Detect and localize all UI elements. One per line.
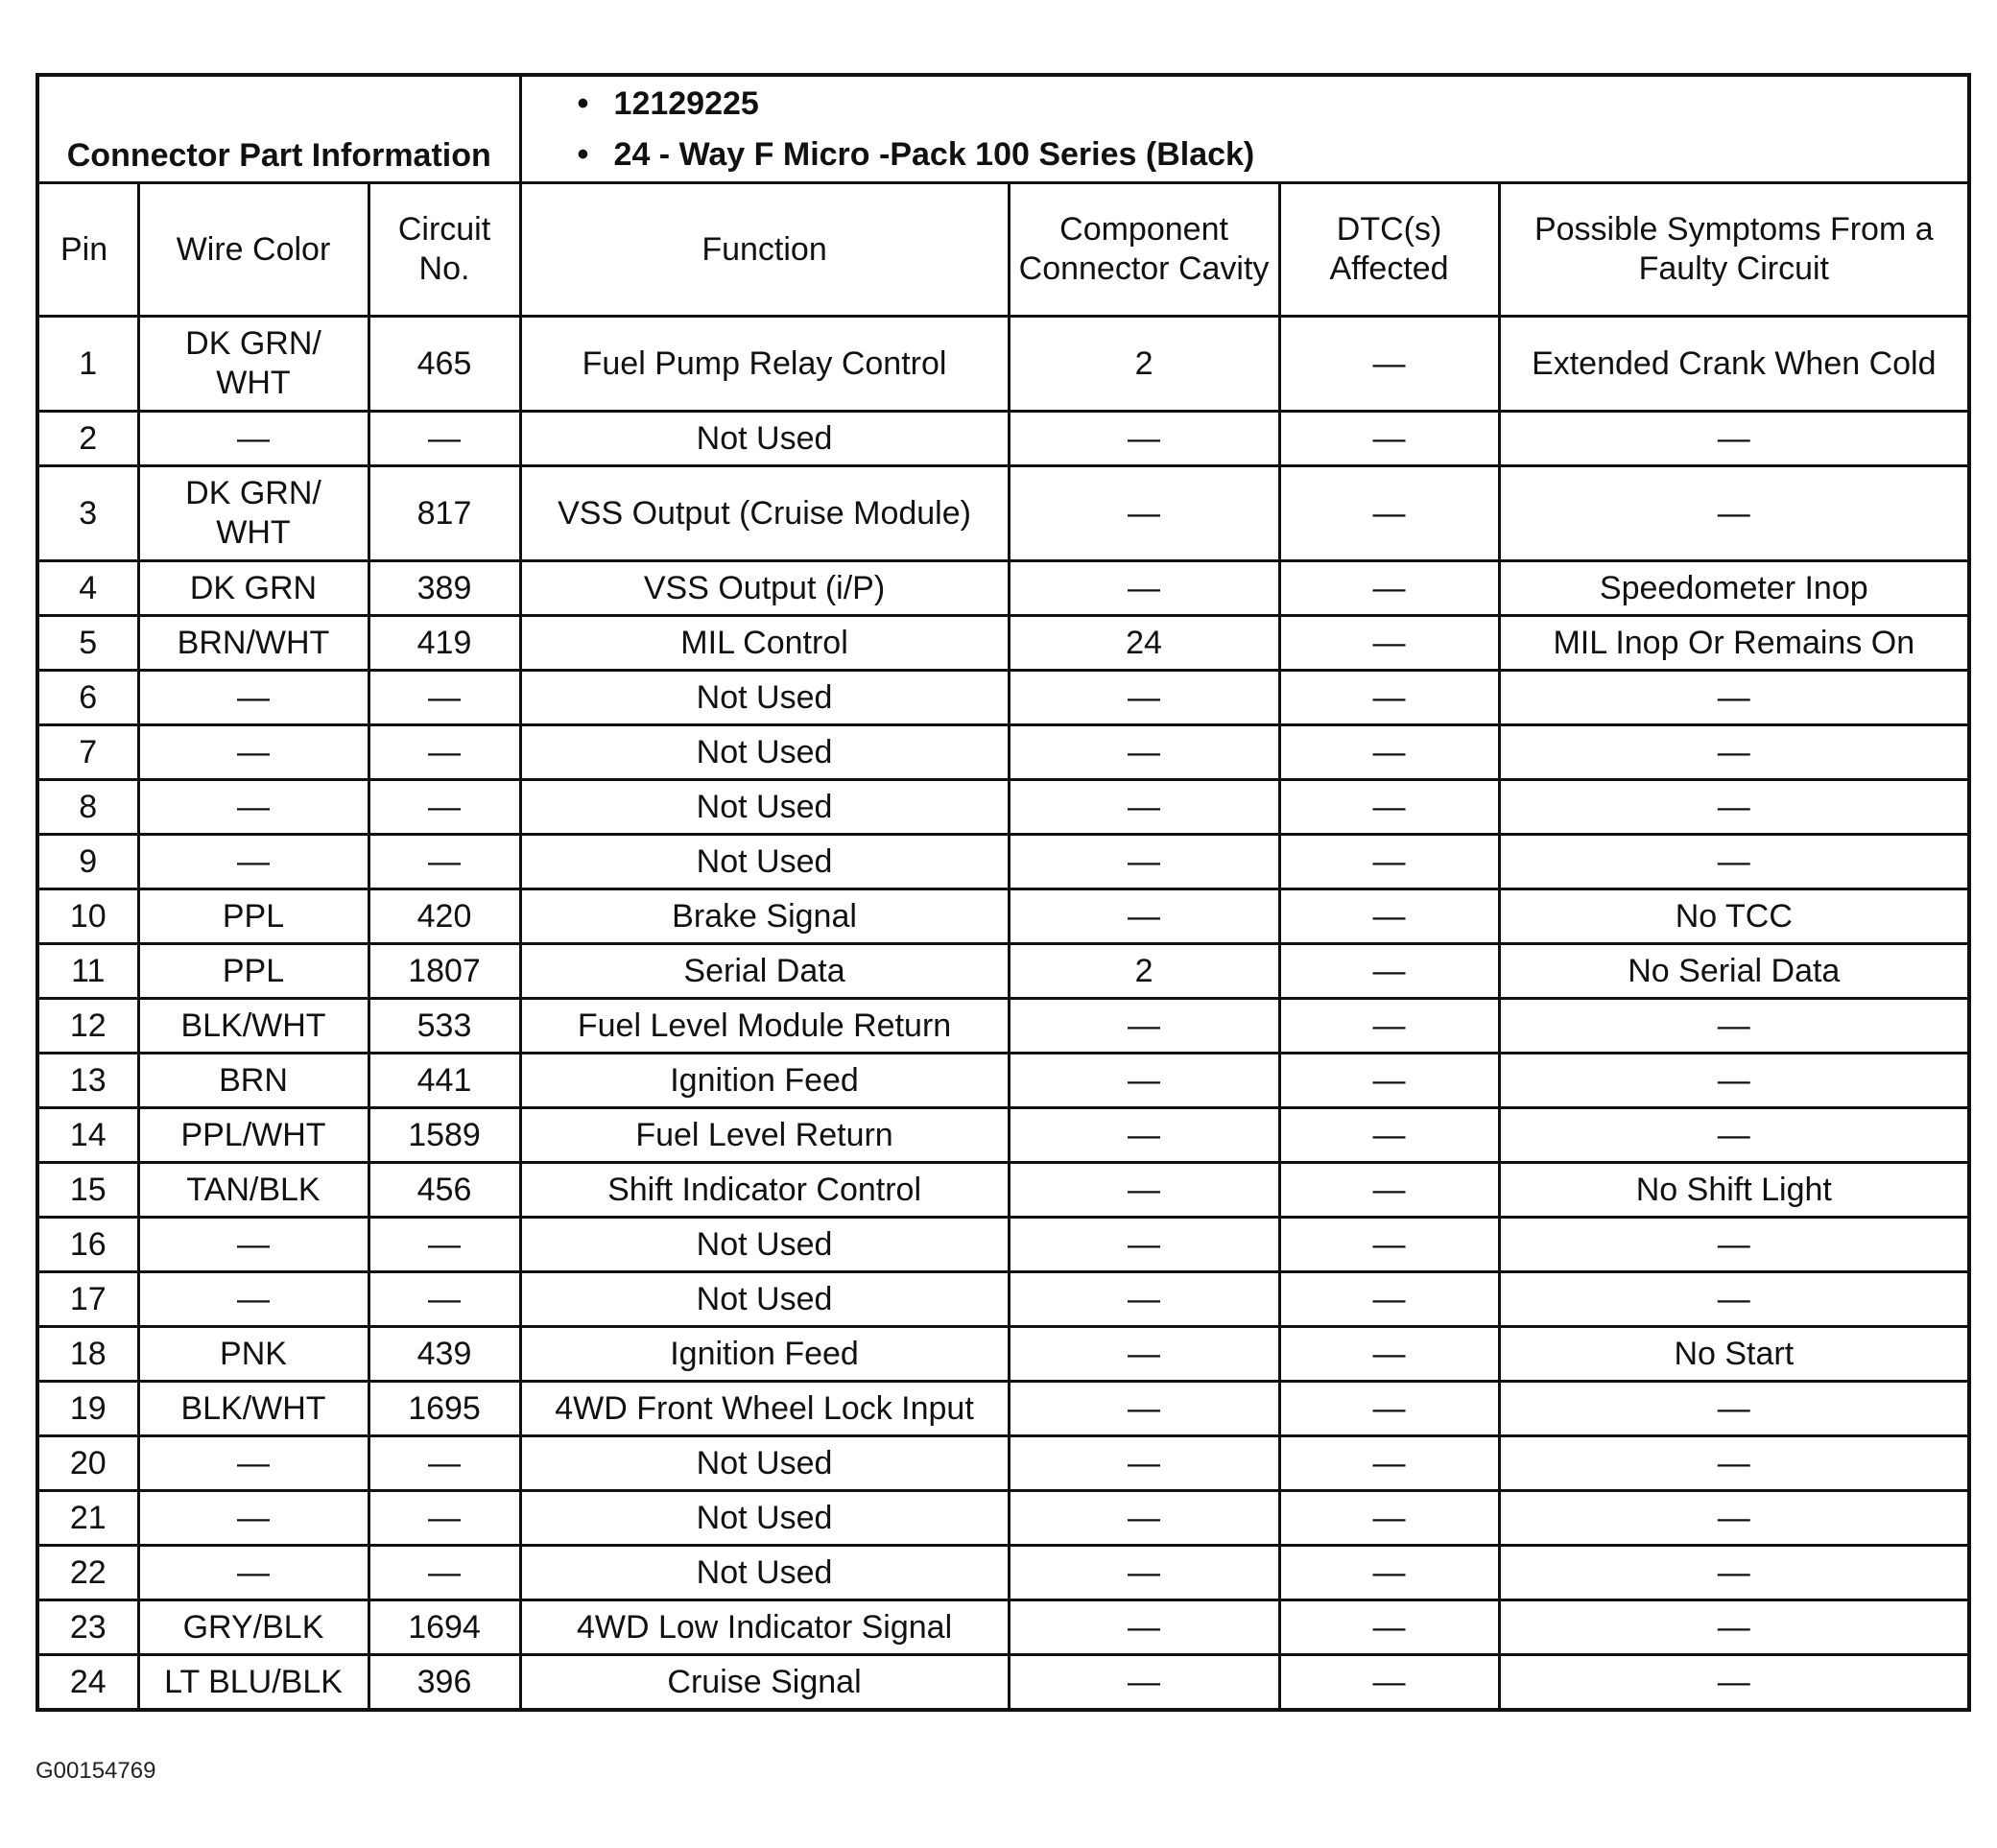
cavity-cell: 2 — [1009, 317, 1279, 412]
function-cell: Not Used — [520, 671, 1009, 725]
pin-cell: 1 — [37, 317, 138, 412]
wire-color-cell: DK GRN/ WHT — [138, 466, 368, 561]
cavity-cell: — — [1009, 1108, 1279, 1163]
table-row — [37, 999, 1969, 1054]
wire-color-cell: DK GRN/ WHT — [138, 317, 368, 412]
dtc-cell: — — [1279, 616, 1499, 671]
cavity-cell: — — [1009, 999, 1279, 1054]
symptom-cell: — — [1499, 1655, 1969, 1711]
function-cell: VSS Output (Cruise Module) — [520, 466, 1009, 561]
symptom-cell: No TCC — [1499, 889, 1969, 944]
bullet-icon: • — [577, 84, 589, 122]
pin-cell: 23 — [37, 1600, 138, 1655]
connector-info-label: Connector Part Information — [37, 75, 520, 183]
table-row — [37, 466, 1969, 561]
pin-cell: 22 — [37, 1546, 138, 1600]
pin-cell: 20 — [37, 1436, 138, 1491]
dtc-cell: — — [1279, 1600, 1499, 1655]
circuit-cell: 817 — [368, 466, 520, 561]
cavity-cell: — — [1009, 1600, 1279, 1655]
cavity-cell: — — [1009, 466, 1279, 561]
table-row — [37, 944, 1969, 999]
wire-color-cell: LT BLU/BLK — [138, 1655, 368, 1711]
image-id-label: G00154769 — [36, 1758, 156, 1784]
wire-color-cell: DK GRN — [138, 561, 368, 616]
function-cell: 4WD Front Wheel Lock Input — [520, 1382, 1009, 1436]
function-cell: VSS Output (i/P) — [520, 561, 1009, 616]
dtc-cell: — — [1279, 1163, 1499, 1218]
bullet-connector-type — [578, 130, 1962, 180]
cavity-cell: — — [1009, 1546, 1279, 1600]
connector-document — [36, 73, 1967, 1712]
dtc-cell: — — [1279, 317, 1499, 412]
function-cell: Not Used — [520, 1436, 1009, 1491]
dtc-cell: — — [1279, 1054, 1499, 1108]
table-row — [37, 1436, 1969, 1491]
table-row — [37, 1382, 1969, 1436]
wire-color-cell: PPL/WHT — [138, 1108, 368, 1163]
circuit-cell: — — [368, 1491, 520, 1546]
function-cell: Serial Data — [520, 944, 1009, 999]
symptom-cell: — — [1499, 1218, 1969, 1272]
header-wire-color: Wire Color — [138, 183, 368, 317]
circuit-cell: 1694 — [368, 1600, 520, 1655]
table-row — [37, 780, 1969, 835]
wire-color-cell: TAN/BLK — [138, 1163, 368, 1218]
function-cell: Not Used — [520, 780, 1009, 835]
function-cell: Fuel Level Module Return — [520, 999, 1009, 1054]
wire-color-cell: — — [138, 1491, 368, 1546]
cavity-cell: — — [1009, 725, 1279, 780]
function-cell: Not Used — [520, 835, 1009, 889]
circuit-cell: 1807 — [368, 944, 520, 999]
pin-cell: 21 — [37, 1491, 138, 1546]
function-cell: Cruise Signal — [520, 1655, 1009, 1711]
cavity-cell: — — [1009, 561, 1279, 616]
cavity-cell: — — [1009, 1054, 1279, 1108]
symptom-cell: — — [1499, 466, 1969, 561]
circuit-cell: 456 — [368, 1163, 520, 1218]
function-cell: 4WD Low Indicator Signal — [520, 1600, 1009, 1655]
dtc-cell: — — [1279, 561, 1499, 616]
table-row — [37, 1054, 1969, 1108]
pin-cell: 7 — [37, 725, 138, 780]
function-cell: Fuel Level Return — [520, 1108, 1009, 1163]
symptom-cell: MIL Inop Or Remains On — [1499, 616, 1969, 671]
function-cell: Not Used — [520, 1546, 1009, 1600]
circuit-cell: — — [368, 835, 520, 889]
dtc-cell: — — [1279, 671, 1499, 725]
wire-color-cell: PNK — [138, 1327, 368, 1382]
wire-color-cell: PPL — [138, 889, 368, 944]
cavity-cell: — — [1009, 780, 1279, 835]
header-circuit-no: Circuit No. — [368, 183, 520, 317]
dtc-cell: — — [1279, 944, 1499, 999]
dtc-cell: — — [1279, 780, 1499, 835]
dtc-cell: — — [1279, 1436, 1499, 1491]
connector-info-row — [37, 75, 1969, 183]
cavity-cell: 2 — [1009, 944, 1279, 999]
pin-cell: 9 — [37, 835, 138, 889]
function-cell: Ignition Feed — [520, 1054, 1009, 1108]
dtc-cell: — — [1279, 1491, 1499, 1546]
cavity-cell: — — [1009, 889, 1279, 944]
circuit-cell: 1589 — [368, 1108, 520, 1163]
dtc-cell: — — [1279, 412, 1499, 466]
symptom-cell: — — [1499, 835, 1969, 889]
wire-color-cell: — — [138, 725, 368, 780]
circuit-cell: — — [368, 780, 520, 835]
symptom-cell: — — [1499, 1272, 1969, 1327]
dtc-cell: — — [1279, 999, 1499, 1054]
wire-color-cell: — — [138, 835, 368, 889]
symptom-cell: — — [1499, 725, 1969, 780]
symptom-cell: Extended Crank When Cold — [1499, 317, 1969, 412]
symptom-cell: Speedometer Inop — [1499, 561, 1969, 616]
table-row — [37, 835, 1969, 889]
dtc-cell: — — [1279, 1218, 1499, 1272]
pin-cell: 8 — [37, 780, 138, 835]
table-row — [37, 725, 1969, 780]
symptom-cell: — — [1499, 1491, 1969, 1546]
wire-color-cell: — — [138, 1436, 368, 1491]
circuit-cell: 441 — [368, 1054, 520, 1108]
function-cell: Shift Indicator Control — [520, 1163, 1009, 1218]
dtc-cell: — — [1279, 1272, 1499, 1327]
wire-color-cell: GRY/BLK — [138, 1600, 368, 1655]
function-cell: Not Used — [520, 1491, 1009, 1546]
table-row — [37, 671, 1969, 725]
symptom-cell: No Shift Light — [1499, 1163, 1969, 1218]
cavity-cell: — — [1009, 1327, 1279, 1382]
symptom-cell: No Start — [1499, 1327, 1969, 1382]
bullet-part-number — [578, 79, 1962, 130]
pin-cell: 13 — [37, 1054, 138, 1108]
dtc-cell: — — [1279, 725, 1499, 780]
function-cell: Fuel Pump Relay Control — [520, 317, 1009, 412]
dtc-cell: — — [1279, 466, 1499, 561]
table-row — [37, 1218, 1969, 1272]
table-row — [37, 1272, 1969, 1327]
table-body — [37, 75, 1969, 1710]
function-cell: Not Used — [520, 412, 1009, 466]
table-row — [37, 1108, 1969, 1163]
wire-color-cell: BLK/WHT — [138, 999, 368, 1054]
wire-color-cell: — — [138, 1218, 368, 1272]
table-row — [37, 1327, 1969, 1382]
function-cell: Ignition Feed — [520, 1327, 1009, 1382]
header-symptoms: Possible Symptoms From a Faulty Circuit — [1499, 183, 1969, 317]
cavity-cell: — — [1009, 1382, 1279, 1436]
symptom-cell: No Serial Data — [1499, 944, 1969, 999]
circuit-cell: 1695 — [368, 1382, 520, 1436]
function-cell: Not Used — [520, 1218, 1009, 1272]
circuit-cell: 419 — [368, 616, 520, 671]
symptom-cell: — — [1499, 1546, 1969, 1600]
pin-cell: 19 — [37, 1382, 138, 1436]
wire-color-cell: BLK/WHT — [138, 1382, 368, 1436]
circuit-cell: 396 — [368, 1655, 520, 1711]
wire-color-cell: — — [138, 1546, 368, 1600]
pin-cell: 5 — [37, 616, 138, 671]
circuit-cell: 420 — [368, 889, 520, 944]
circuit-cell: — — [368, 1436, 520, 1491]
pin-cell: 18 — [37, 1327, 138, 1382]
header-dtc: DTC(s) Affected — [1279, 183, 1499, 317]
table-row — [37, 889, 1969, 944]
symptom-cell: — — [1499, 1382, 1969, 1436]
pin-cell: 16 — [37, 1218, 138, 1272]
header-cavity: Component Connector Cavity — [1009, 183, 1279, 317]
dtc-cell: — — [1279, 1108, 1499, 1163]
table-row — [37, 561, 1969, 616]
pin-cell: 15 — [37, 1163, 138, 1218]
wire-color-cell: PPL — [138, 944, 368, 999]
cavity-cell: — — [1009, 1655, 1279, 1711]
symptom-cell: — — [1499, 1600, 1969, 1655]
cavity-cell: — — [1009, 671, 1279, 725]
dtc-cell: — — [1279, 1382, 1499, 1436]
circuit-cell: — — [368, 1272, 520, 1327]
cavity-cell: — — [1009, 835, 1279, 889]
circuit-cell: — — [368, 1546, 520, 1600]
circuit-cell: — — [368, 1218, 520, 1272]
cavity-cell: — — [1009, 1272, 1279, 1327]
table-row — [37, 616, 1969, 671]
connector-info-bullets — [520, 75, 1969, 183]
cavity-cell: — — [1009, 1436, 1279, 1491]
dtc-cell: — — [1279, 835, 1499, 889]
table-row — [37, 1491, 1969, 1546]
header-function: Function — [520, 183, 1009, 317]
table-row — [37, 1546, 1969, 1600]
wire-color-cell: — — [138, 1272, 368, 1327]
cavity-cell: — — [1009, 1491, 1279, 1546]
cavity-cell: — — [1009, 1163, 1279, 1218]
header-pin: Pin — [37, 183, 138, 317]
wire-color-cell: — — [138, 671, 368, 725]
connector-table — [36, 73, 1971, 1712]
function-cell: Not Used — [520, 725, 1009, 780]
cavity-cell: 24 — [1009, 616, 1279, 671]
dtc-cell: — — [1279, 889, 1499, 944]
connector-type: 24 - Way F Micro -Pack 100 Series (Black) — [613, 135, 1255, 173]
wire-color-cell: — — [138, 780, 368, 835]
circuit-cell: — — [368, 725, 520, 780]
table-row — [37, 1655, 1969, 1711]
circuit-cell: — — [368, 412, 520, 466]
dtc-cell: — — [1279, 1327, 1499, 1382]
pin-cell: 11 — [37, 944, 138, 999]
pin-cell: 12 — [37, 999, 138, 1054]
cavity-cell: — — [1009, 412, 1279, 466]
pin-cell: 24 — [37, 1655, 138, 1711]
circuit-cell: 439 — [368, 1327, 520, 1382]
symptom-cell: — — [1499, 780, 1969, 835]
pin-cell: 3 — [37, 466, 138, 561]
wire-color-cell: BRN — [138, 1054, 368, 1108]
pin-cell: 4 — [37, 561, 138, 616]
header-row — [37, 183, 1969, 317]
symptom-cell: — — [1499, 1054, 1969, 1108]
part-number: 12129225 — [613, 84, 759, 122]
wire-color-cell: — — [138, 412, 368, 466]
symptom-cell: — — [1499, 412, 1969, 466]
pin-cell: 6 — [37, 671, 138, 725]
symptom-cell: — — [1499, 999, 1969, 1054]
dtc-cell: — — [1279, 1655, 1499, 1711]
symptom-cell: — — [1499, 1108, 1969, 1163]
function-cell: Brake Signal — [520, 889, 1009, 944]
pin-cell: 17 — [37, 1272, 138, 1327]
wire-color-cell: BRN/WHT — [138, 616, 368, 671]
table-row — [37, 317, 1969, 412]
bullet-icon: • — [577, 135, 589, 173]
table-row — [37, 1600, 1969, 1655]
symptom-cell: — — [1499, 1436, 1969, 1491]
circuit-cell: 465 — [368, 317, 520, 412]
symptom-cell: — — [1499, 671, 1969, 725]
table-row — [37, 412, 1969, 466]
pin-cell: 10 — [37, 889, 138, 944]
pin-cell: 14 — [37, 1108, 138, 1163]
table-row — [37, 1163, 1969, 1218]
dtc-cell: — — [1279, 1546, 1499, 1600]
function-cell: MIL Control — [520, 616, 1009, 671]
circuit-cell: 533 — [368, 999, 520, 1054]
circuit-cell: — — [368, 671, 520, 725]
function-cell: Not Used — [520, 1272, 1009, 1327]
cavity-cell: — — [1009, 1218, 1279, 1272]
circuit-cell: 389 — [368, 561, 520, 616]
pin-cell: 2 — [37, 412, 138, 466]
